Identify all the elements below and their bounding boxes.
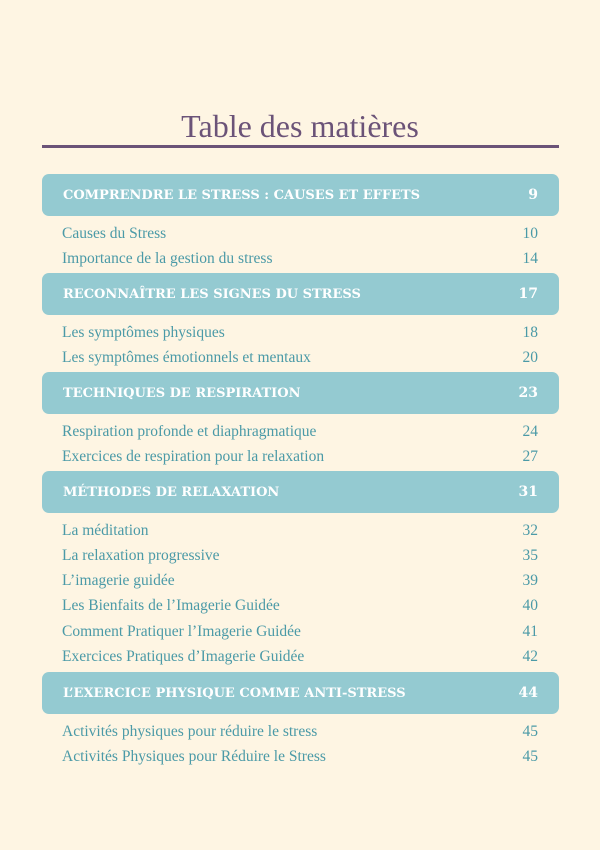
entry-page-number: 24 xyxy=(522,423,538,440)
chapter-title: RECONNAÎTRE LES SIGNES DU STRESS xyxy=(63,286,361,302)
toc-entry[interactable] xyxy=(62,421,538,443)
entry-title: Respiration profonde et diaphragmatique xyxy=(62,423,317,440)
toc-entry[interactable] xyxy=(62,746,538,768)
entry-title: Activités Physiques pour Réduire le Stress xyxy=(62,748,326,765)
chapter-heading[interactable] xyxy=(42,471,559,513)
entry-title: Les symptômes physiques xyxy=(62,324,225,341)
toc-entry[interactable] xyxy=(62,646,538,668)
entry-page-number: 39 xyxy=(522,572,538,589)
chapter-heading[interactable] xyxy=(42,174,559,216)
page-title: Table des matières xyxy=(181,108,419,144)
chapter-title: TECHNIQUES DE RESPIRATION xyxy=(63,385,301,401)
toc-entry[interactable] xyxy=(62,545,538,567)
toc-entry[interactable] xyxy=(62,322,538,344)
entry-page-number: 41 xyxy=(522,623,538,640)
entry-page-number: 10 xyxy=(522,225,538,242)
toc-entry[interactable] xyxy=(62,721,538,743)
toc-entry[interactable] xyxy=(62,347,538,369)
entry-title: Importance de la gestion du stress xyxy=(62,250,273,267)
entry-title: Exercices de respiration pour la relaxation xyxy=(62,448,325,465)
entry-page-number: 35 xyxy=(522,547,538,564)
entry-title: Les symptômes émotionnels et mentaux xyxy=(62,349,311,366)
entry-title: Comment Pratiquer l’Imagerie Guidée xyxy=(62,623,301,640)
entry-page-number: 14 xyxy=(522,250,538,267)
entry-title: La relaxation progressive xyxy=(62,547,220,564)
chapter-title: MÉTHODES DE RELAXATION xyxy=(63,484,280,500)
entry-page-number: 40 xyxy=(522,597,538,614)
entry-page-number: 20 xyxy=(522,349,538,366)
entry-title: La méditation xyxy=(62,522,149,539)
entry-page-number: 32 xyxy=(522,522,538,539)
toc-entry[interactable] xyxy=(62,520,538,542)
chapter-heading[interactable] xyxy=(42,372,559,414)
title-divider xyxy=(42,145,559,148)
entry-title: Activités physiques pour réduire le stress xyxy=(62,723,318,740)
toc-entry[interactable] xyxy=(62,570,538,592)
chapter-page-number: 31 xyxy=(518,484,538,500)
entry-title: Les Bienfaits de l’Imagerie Guidée xyxy=(62,597,280,614)
chapter-title: L’EXERCICE PHYSIQUE COMME ANTI-STRESS xyxy=(63,685,406,701)
entry-page-number: 45 xyxy=(522,748,538,765)
chapter-page-number: 9 xyxy=(528,187,538,203)
chapter-page-number: 44 xyxy=(518,685,538,701)
entry-title: L’imagerie guidée xyxy=(62,572,175,589)
chapter-page-number: 17 xyxy=(518,286,538,302)
chapter-heading[interactable] xyxy=(42,672,559,714)
chapter-title: COMPRENDRE LE STRESS : CAUSES ET EFFETS xyxy=(63,187,421,203)
entry-title: Exercices Pratiques d’Imagerie Guidée xyxy=(62,648,305,665)
toc-entry[interactable] xyxy=(62,595,538,617)
entry-page-number: 45 xyxy=(522,723,538,740)
entry-page-number: 18 xyxy=(522,324,538,341)
entry-page-number: 42 xyxy=(522,648,538,665)
chapter-page-number: 23 xyxy=(518,385,538,401)
toc-entry[interactable] xyxy=(62,223,538,245)
chapter-heading[interactable] xyxy=(42,273,559,315)
entry-page-number: 27 xyxy=(522,448,538,465)
toc-entry[interactable] xyxy=(62,446,538,468)
toc-entry[interactable] xyxy=(62,621,538,643)
toc-entry[interactable] xyxy=(62,248,538,270)
entry-title: Causes du Stress xyxy=(62,225,167,242)
